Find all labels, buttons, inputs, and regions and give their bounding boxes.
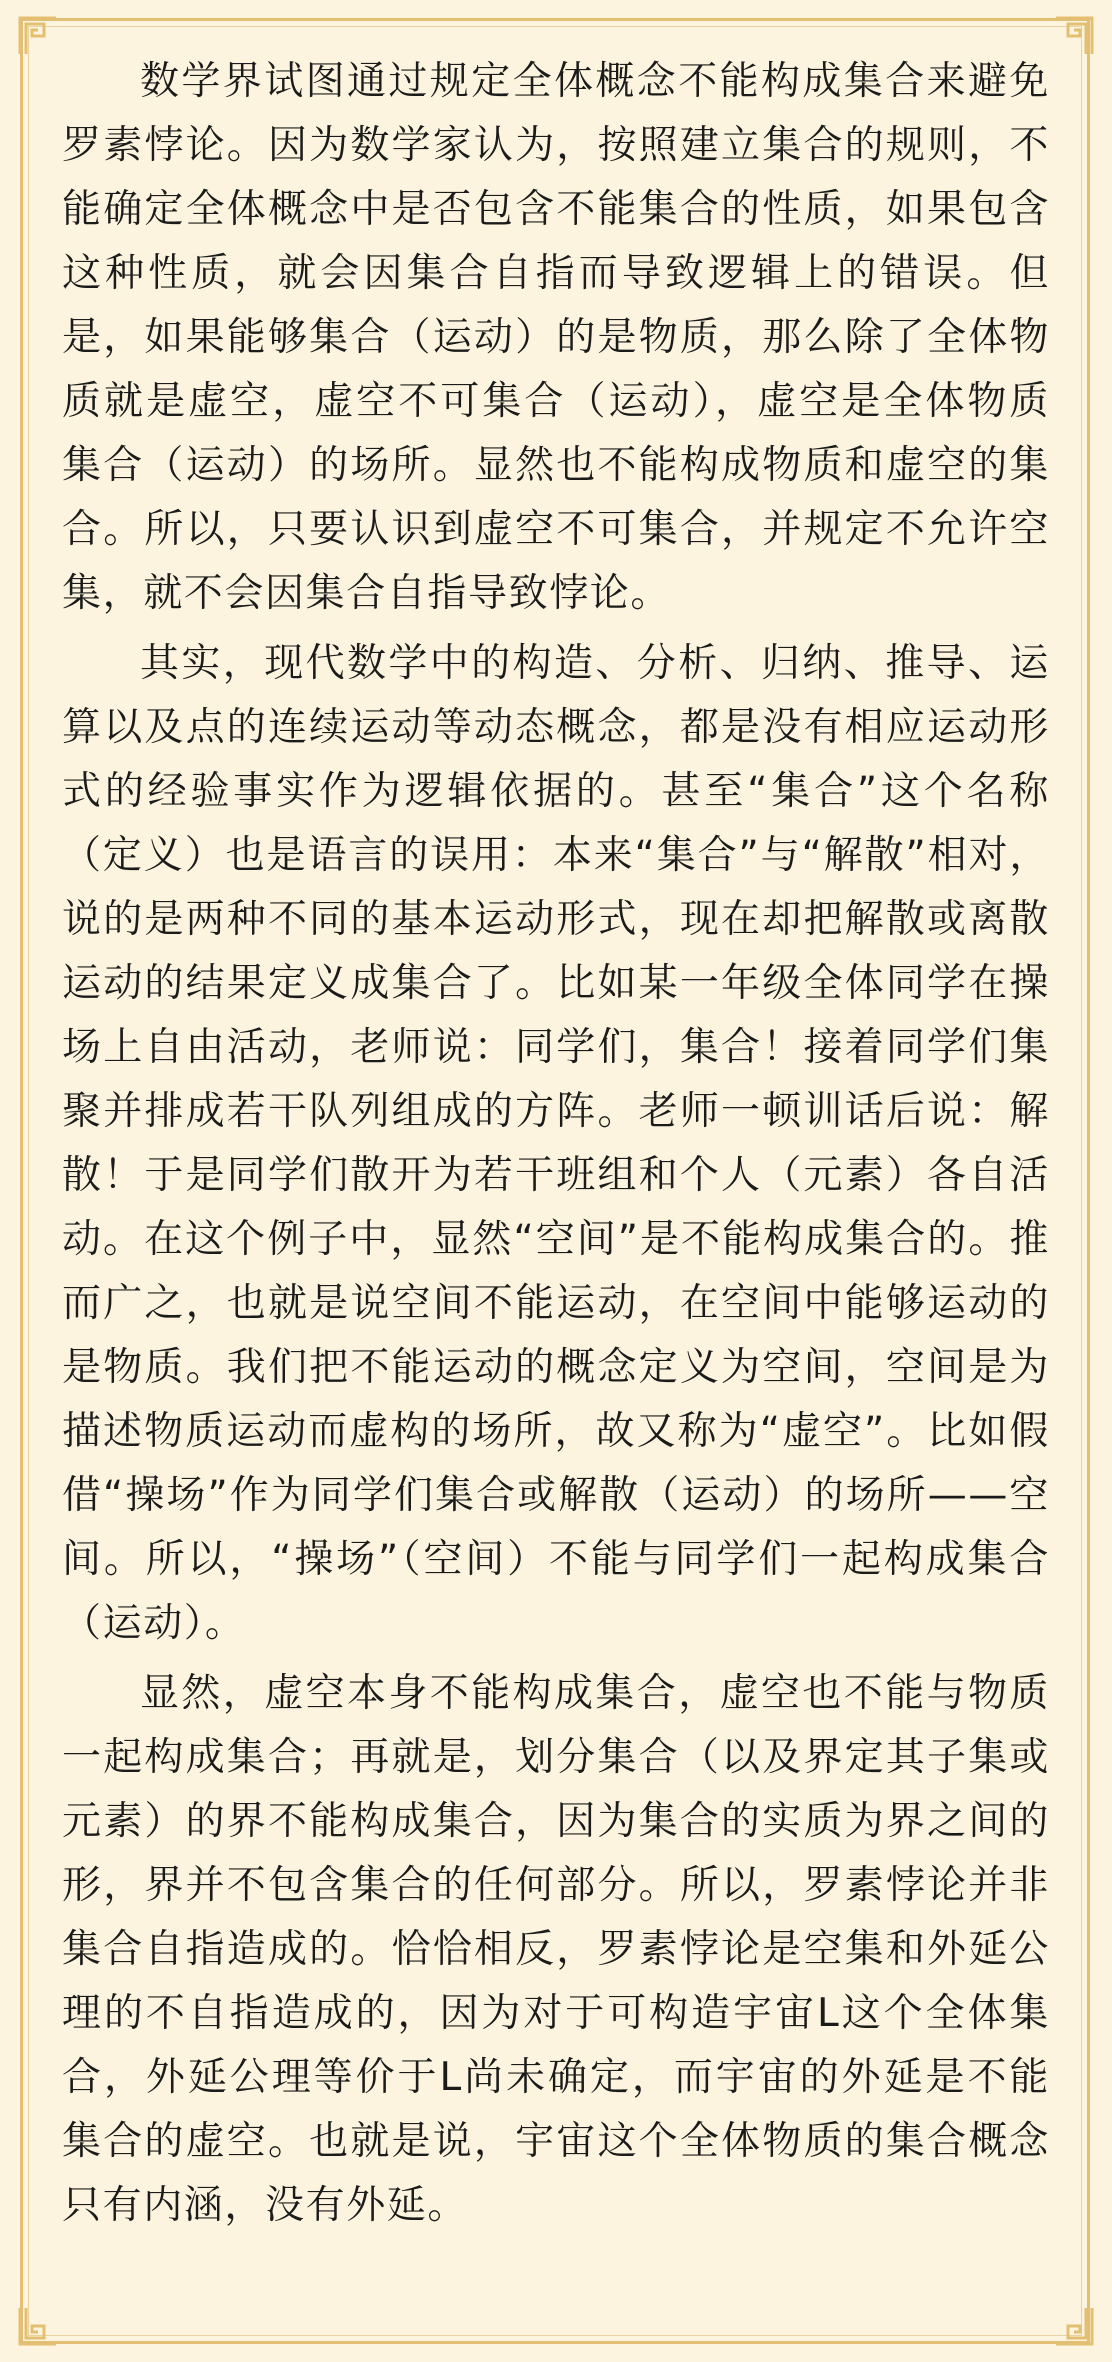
fret-corner-icon xyxy=(18,2306,58,2346)
fret-corner-icon xyxy=(1054,2306,1094,2346)
fret-corner-icon xyxy=(1054,16,1094,56)
paragraph: 显然，虚空本身不能构成集合，虚空也不能与物质一起构成集合；再就是，划分集合（以及界定其子集或元素）的界不能构成集合，因为集合的实质为界之间的形，界并不包含集合的任何部分。所以，罗素悖论并非集合自指造成的。恰恰相反，罗素悖论是空集和外延公理的不自指造成的，因为对于可构造宇宙L这个全体集合，外延公理等价于L尚未确定，而宇宙的外延是不能集合的虚空。也就是说，宇宙这个全体物质的集合概念只有内涵，没有外延。 xyxy=(62,1671,1050,2228)
paragraph: 其实，现代数学中的构造、分析、归纳、推导、运算以及点的连续运动等动态概念，都是没有相应运动形式的经验事实作为逻辑依据的。甚至“集合”这个名称（定义）也是语言的误用：本来“集合”与“解散”相对，说的是两种不同的基本运动形式，现在却把解散或离散运动的结果定义成集合了。比如某一年级全体同学在操场上自由活动，老师说：同学们，集合！接着同学们集聚并排成若干队列组成的方阵。老师一顿训话后说：解散！于是同学们散开为若干班组和个人（元素）各自活动。在这个例子中，显然“空间”是不能构成集合的。推而广之，也就是说空间不能运动，在空间中能够运动的是物质。我们把不能运动的概念定义为空间，空间是为描述物质运动而虚构的场所，故又称为“虚空”。比如假借“操场”作为同学们集合或解散（运动）的场所——空间。所以，“操场”（空间）不能与同学们一起构成集合（运动）。 xyxy=(62,641,1050,1646)
fret-corner-icon xyxy=(18,16,58,56)
article-body xyxy=(62,50,1050,2238)
paragraph: 数学界试图通过规定全体概念不能构成集合来避免罗素悖论。因为数学家认为，按照建立集合的规则，不能确定全体概念中是否包含不能集合的性质，如果包含这种性质，就会因集合自指而导致逻辑上的错误。但是，如果能够集合（运动）的是物质，那么除了全体物质就是虚空，虚空不可集合（运动），虚空是全体物质集合（运动）的场所。显然也不能构成物质和虚空的集合。所以，只要认识到虚空不可集合，并规定不允许空集，就不会因集合自指导致悖论。 xyxy=(62,59,1050,616)
